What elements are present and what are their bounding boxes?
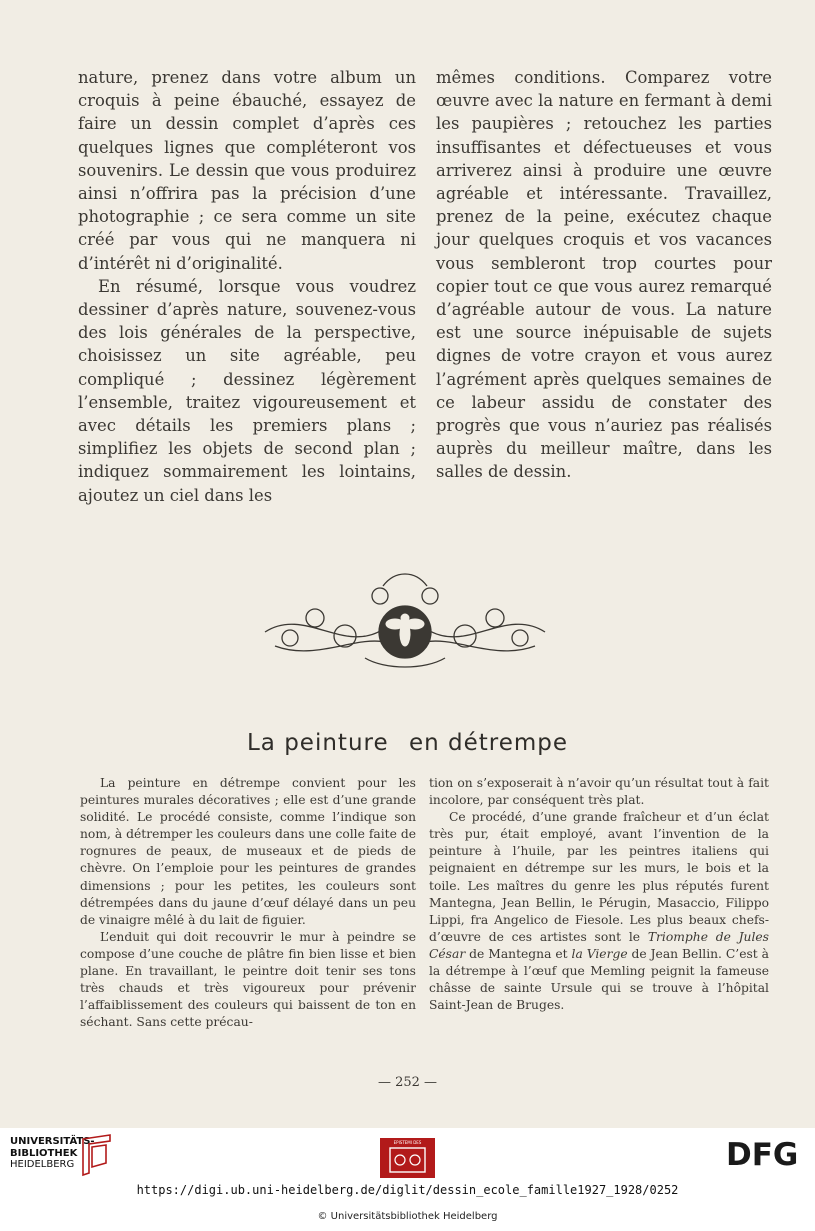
bottom-left-column — [80, 775, 416, 1031]
bottom-right-column — [429, 775, 769, 1014]
top-right-column — [436, 66, 772, 484]
paragraph: En résumé, lorsque vous voudrez dessiner d’après nature, souvenez-vous des lois générales de la perspective, choisissez un site agréable, peu compliqué ; dessinez légèrement l’ensemble, traitez vigoureusement et avec détails les premiers plans ; simplifiez les objets de second plan ; indiquez sommairement les lointains, ajoutez un ciel dans les — [78, 276, 416, 505]
permalink-url[interactable]: https://digi.ub.uni-heidelberg.de/diglit/dessin_ecole_famille1927_1928/0252 — [136, 1183, 679, 1197]
floral-bee-ornament — [255, 566, 555, 678]
paragraph — [429, 809, 769, 1014]
footer-bar — [0, 1128, 815, 1231]
text-run: de Mantegna et — [469, 946, 568, 961]
copyright-notice: © Universitätsbibliothek Heidelberg — [317, 1211, 498, 1222]
paragraph: nature, prenez dans votre album un croquis à peine ébauché, essayez de faire un dessin complet d’après ces quelques lignes que compléteront vos souvenirs. Le dessin que vous produirez ainsi n’offrira pas la précision d’une photographie ; ce sera comme un site créé par vous qui ne manquera ni d’intérêt ni d’originalité. — [78, 68, 416, 273]
artwork-title: Triomphe de Jules César — [429, 929, 769, 961]
library-line: HEIDELBERG — [10, 1159, 75, 1170]
paragraph: tion on s’exposerait à n’avoir qu’un résultat tout à fait incolore, par conséquent très plat. — [429, 776, 769, 808]
project-logo-caption: EPISTEMI DES — [393, 1140, 422, 1145]
paragraph: mêmes conditions. Comparez votre œuvre avec la nature en fermant à demi les paupières ; retouchez les parties insuffisantes et défectueuses et vous arriverez ainsi à produire une œuvre agréable et intéressante. Travaillez, prenez de la peine, exécutez chaque jour quelques croquis et vos vacances vous sembleront trop courtes pour copier tout ce que vous aurez remarqué d’agréable autour de vous. La nature est une source inépuisable de sujets dignes de votre crayon et vous aurez l’agrément après quelques semaines de ce labeur assidu de constater des progrès que vous n’auriez pas réalisés auprès du meilleur maître, dans les salles de dessin. — [436, 68, 772, 482]
heading-part-1: La peinture — [246, 730, 389, 756]
top-left-column — [78, 66, 416, 507]
paragraph: La peinture en détrempe convient pour les peintures murales décoratives ; elle est d’une grande solidité. Le procédé consiste, comme l’indique son nom, à détremper les couleurs dans une colle faite de rognures de peaux, de museaux et de pieds de chèvre. On l’emploie pour les peintures de grandes dimensions ; pour les petites, les couleurs sont détrempées dans du jaune d’œuf délayé dans un peu de vinaigre mêlé à du lait de figuier. — [80, 776, 416, 927]
library-line: BIBLIOTHEK — [10, 1147, 78, 1159]
artwork-title: la Vierge — [571, 946, 628, 961]
text-run: de Jean Bellin. C’est à la détrempe à l’œuf que Memling peignit la fameuse châsse de sainte Ursule qui se trouve à l’hôpital Saint-Jean de Bruges. — [429, 946, 769, 1013]
heading-part-2: en détrempe — [408, 730, 568, 756]
library-line: UNIVERSITÄTS- — [10, 1136, 95, 1147]
funder-logo[interactable]: DFG — [726, 1137, 799, 1173]
project-logo[interactable] — [380, 1138, 435, 1178]
library-logo-icon[interactable] — [80, 1133, 114, 1177]
section-heading — [0, 730, 815, 756]
paragraph: L’enduit qui doit recouvrir le mur à peindre se compose d’une couche de plâtre fin bien lisse et bien plane. En travaillant, le peintre doit tenir ses tons très chauds et très vigoureux pour prévenir l’affaiblissement des couleurs qui baissent de ton en séchant. Sans cette précau- — [80, 929, 416, 1030]
page-number: — 252 — — [377, 1075, 438, 1090]
text-run: Ce procédé, d’une grande fraîcheur et d’un éclat très pur, était employé, avant l’invention de la peinture à l’huile, par les peintres italiens qui peignaient en détrempe sur les murs, le bois et la toile. Les maîtres du genre les plus réputés furent Mantegna, Jean Bellin, le Pérugin, Masaccio, Filippo Lippi, fra Angelico de Fiesole. Les plus beaux chefs-d’œuvre de ces artistes sont le — [429, 810, 769, 944]
